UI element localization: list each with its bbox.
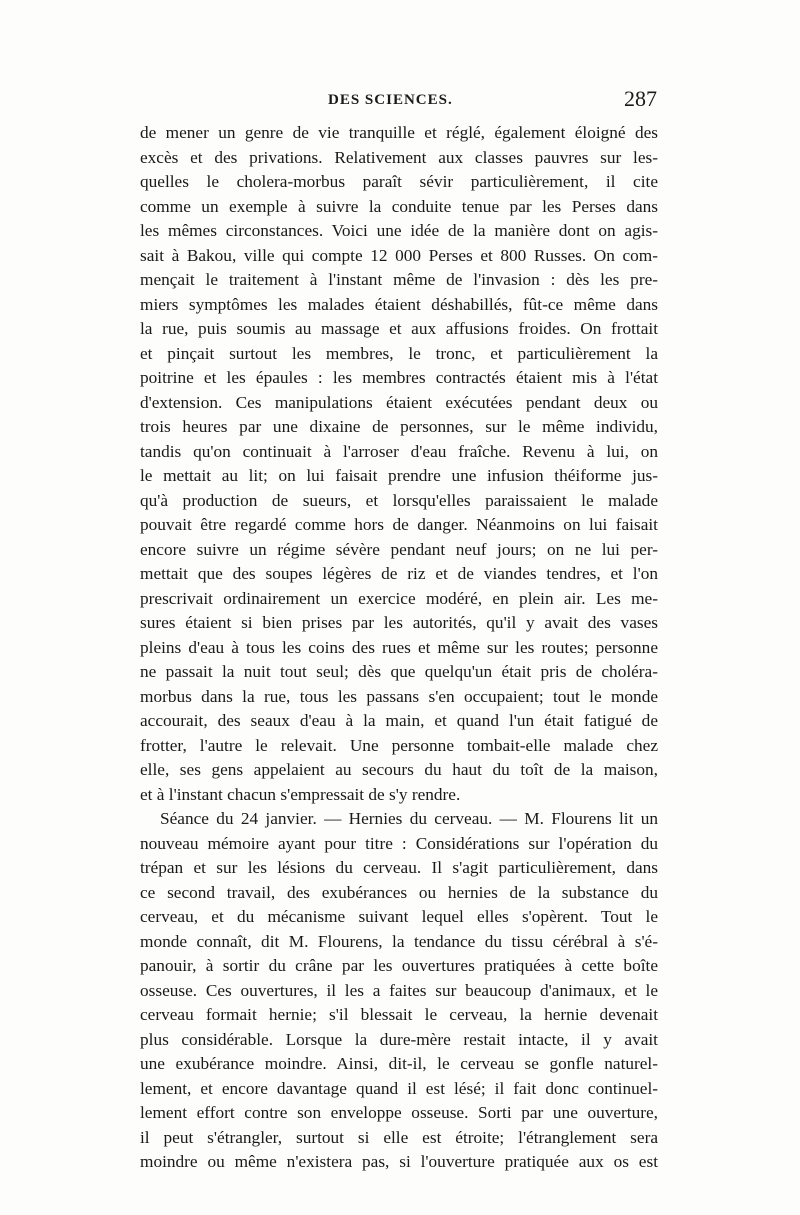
text-line: qu'à production de sueurs, et lorsqu'elles paraissaient le malade [140,490,658,510]
text-line: elle, ses gens appelaient au secours du haut du toît de la maison, [140,760,658,779]
text-line: mençait le traitement à l'instant même de l'invasion : dès les pre- [140,270,658,289]
text-line: excès et des privations. Relativement aux classes pauvres sur les- [140,147,658,167]
text-line: une exubérance moindre. Ainsi, dit-il, le cerveau se gonfle naturel- [140,1054,658,1073]
text-line: le mettait au lit; on lui faisait prendre une infusion théiforme jus- [140,466,658,485]
text-line: accourait, des seaux d'eau à la main, et quand l'un était fatigué de [140,711,658,730]
text-line: encore suivre un régime sévère pendant neuf jours; on ne lui per- [140,539,658,559]
page-header [135,86,657,122]
paragraph-end-line: et à l'instant chacun s'empressait de s'y rendre. [140,784,461,804]
text-line: et pinçait surtout les membres, le tronc, et particulièrement la [140,343,658,363]
text-line: mettait que des soupes légères de riz et de viandes tendres, et l'on [140,564,658,583]
text-line: trois heures par une dixaine de personnes, sur le même individu, [140,417,658,436]
text-line: pouvait être regardé comme hors de danger. Néanmoins on lui faisait [140,515,658,534]
text-line: les mêmes circonstances. Voici une idée de la manière dont on agis- [140,221,658,240]
text-line: il peut s'étrangler, surtout si elle est étroite; l'étranglement sera [140,1127,658,1147]
text-line: prescrivait ordinairement un exercice modéré, en plein air. Les me- [140,588,658,608]
text-line: tandis qu'on continuait à l'arroser d'eau fraîche. Revenu à lui, on [140,441,658,461]
section-heading-line: Séance du 24 janvier. — Hernies du cerveau. — M. Flourens lit un [160,809,658,828]
text-line: sait à Bakou, ville qui compte 12 000 Perses et 800 Russes. On com- [140,245,658,265]
text-line: comme un exemple à suivre la conduite tenue par les Perses dans [140,196,658,216]
page-number: 287 [624,86,657,111]
text-line: morbus dans la rue, tous les passans s'en occupaient; tout le monde [140,686,658,706]
text-line: moindre ou même n'existera pas, si l'ouverture pratiquée aux os est [140,1152,658,1171]
text-line: cerveau, et du mécanisme suivant lequel elles s'opèrent. Tout le [140,907,658,926]
running-head: DES SCIENCES. [328,92,453,108]
text-line: osseuse. Ces ouvertures, il les a faites sur beaucoup d'animaux, et le [140,980,658,1000]
text-line: poitrine et les épaules : les membres contractés étaient mis à l'état [140,368,658,387]
text-line: la rue, puis soumis au massage et aux affusions froides. On frottait [140,319,658,338]
text-line: miers symptômes les malades étaient déshabillés, fût-ce même dans [140,294,658,314]
text-line: monde connaît, dit M. Flourens, la tendance du tissu cérébral à s'é- [140,931,658,951]
text-line: quelles le cholera-morbus paraît sévir particulièrement, il cite [140,172,658,191]
text-line: lement, et encore davantage quand il est lésé; il fait donc continuel- [140,1078,658,1098]
text-line: trépan et sur les lésions du cerveau. Il s'agit particulièrement, dans [140,858,658,877]
text-line: nouveau mémoire ayant pour titre : Considérations sur l'opération du [140,833,658,853]
text-line: lement effort contre son enveloppe osseuse. Sorti par une ouverture, [140,1103,658,1122]
text-line: panouir, à sortir du crâne par les ouvertures pratiquées à cette boîte [140,956,658,975]
text-line: cerveau formait hernie; s'il blessait le cerveau, la hernie devenait [140,1005,658,1024]
text-line: pleins d'eau à tous les coins des rues et même sur les routes; personne [140,637,658,657]
text-line: de mener un genre de vie tranquille et réglé, également éloigné des [140,123,658,142]
text-line: ce second travail, des exubérances ou hernies de la substance du [140,882,658,902]
text-line: ne passait la nuit tout seul; dès que quelqu'un était pris de choléra- [140,662,658,681]
body-text [140,121,658,1175]
text-line: sures étaient si bien prises par les autorités, qu'il y avait des vases [140,613,658,632]
text-line: frotter, l'autre le relevait. Une personne tombait-elle malade chez [140,735,658,755]
text-line: d'extension. Ces manipulations étaient exécutées pendant deux ou [140,392,658,412]
text-line: plus considérable. Lorsque la dure-mère restait intacte, il y avait [140,1029,658,1049]
